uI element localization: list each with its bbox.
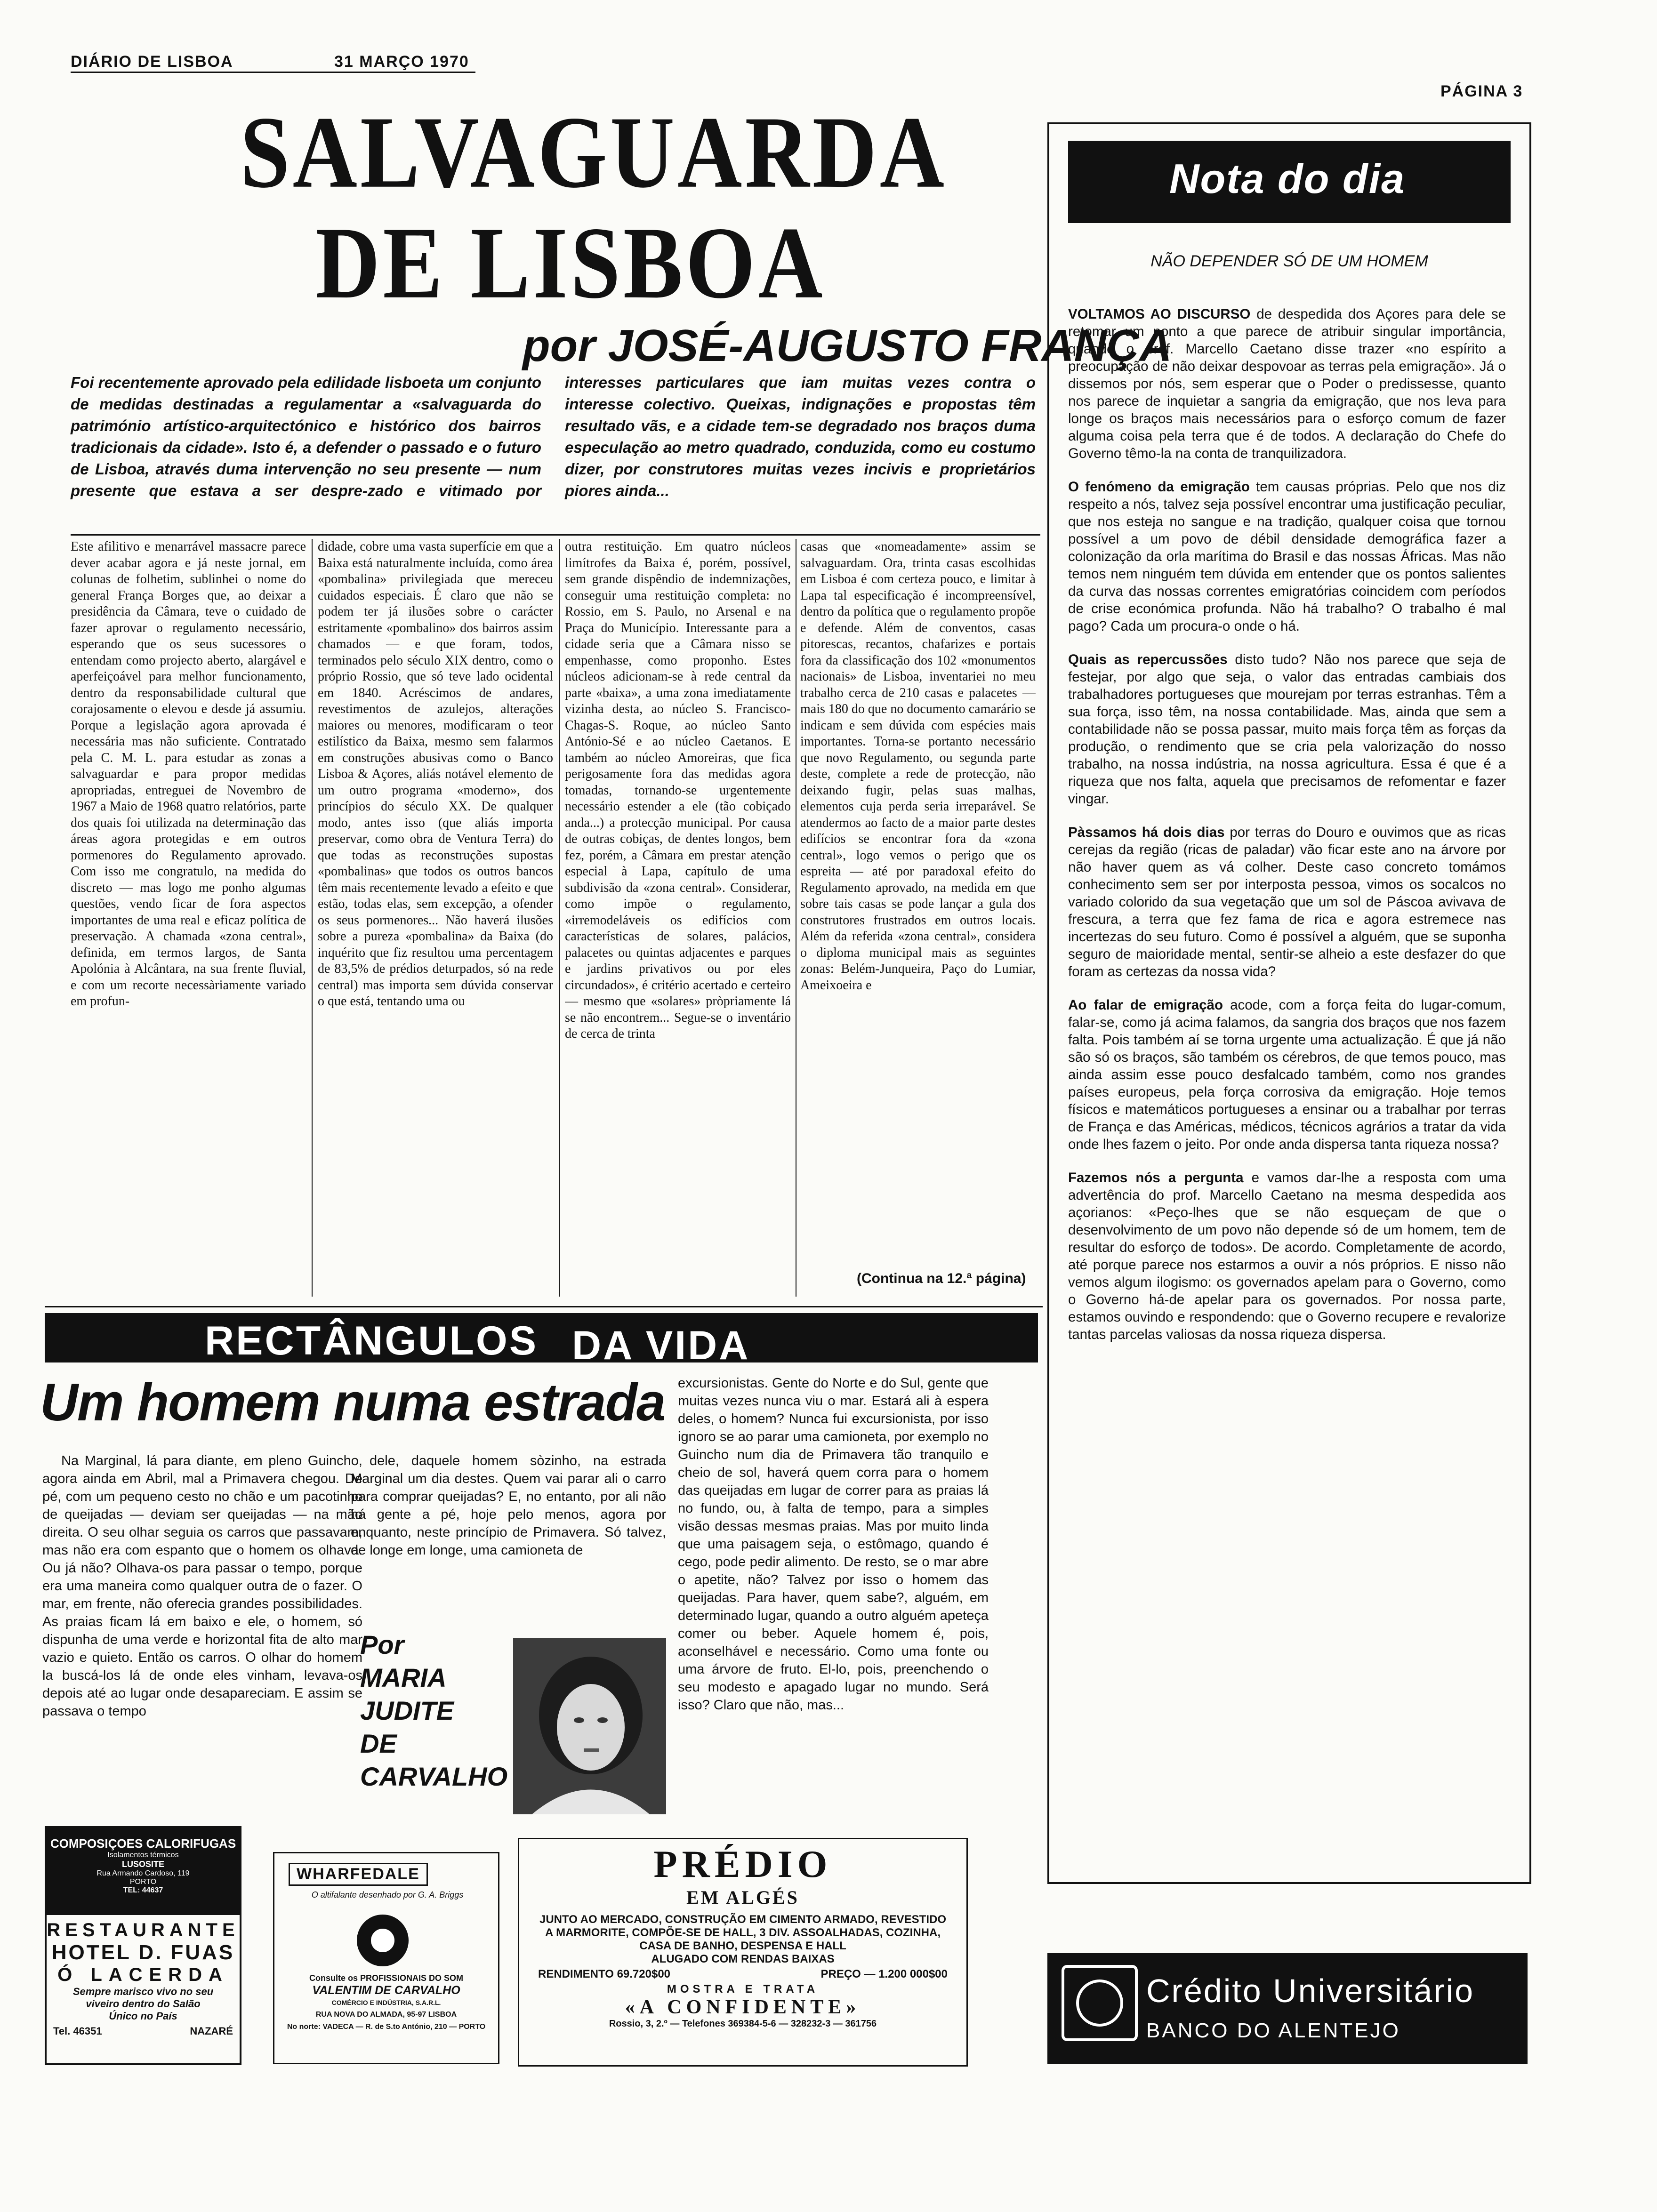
page-number: PÁGINA 3 xyxy=(1440,82,1523,100)
feature-title: Um homem numa estrada xyxy=(40,1373,665,1432)
ad-composicoes: COMPOSIÇOES CALORIFUGAS Isolamentos térmicos LUSOSITE Rua Armando Cardoso, 119 PORTO TEL: 44637 xyxy=(47,1828,240,1915)
nota-paragraph-3: Quais as repercussões disto tudo? Não nos parece que seja de festejar, por algo que seja, o valor das entradas cambiais dos trabalhadores portugueses que mourejam por terras estranhas. Têm a sua força, isso têm, na nossa contabilidade. Mas, ainda que sem a contabilidade não se possa passar, muito mais força têm as forças da produção, o rendimento que se cria pela valorização do nosso trabalho, na nossa indústria, na nossa agricultura. Essa é que é a riqueza que nos falta, aquela que precisamos de refomentar e fazer vingar. xyxy=(1068,652,1506,807)
ad-restaurante: RESTAURANTE HOTEL D. FUAS Ó LACERDA Sempre marisco vivo no seu viveiro dentro do Salão Único no País Tel. 46351 NAZARÉ xyxy=(47,1920,240,2037)
speaker-logo-icon xyxy=(357,1915,409,1966)
feature-column-2: dele, daquele homem sòzinho, na estrada Marginal um dia destes. Quem vai parar ali o carro para comprar queijadas? E, no entanto, por ali não há gente a pé, hoje pelo menos, agora por enquanto, neste princípio de Primavera. Só talvez, de longe em longe, uma camioneta de xyxy=(351,1453,666,1558)
nota-body xyxy=(1068,305,1506,1859)
wharfedale-brand: WHARFEDALE xyxy=(289,1863,428,1886)
nota-paragraph-6: Fazemos nós a pergunta e vamos dar-lhe a resposta com uma advertência do prof. Marcello Caetano na mesma despedida aos açorianos: «Peço-lhes que se não esqueçam de que o desenvolvimento de um povo não depende só de um homem, tem de resultar do esforço de todos». De acordo. Completamente de acordo, até porque parece nos estarmos a ouvir a nós próprios. E nisso não vemos algum ilogismo: os governados apelam para o Governo, como o Governo há-de apelar para os governados. Por nossa parte, estamos ouvindo e respondendo: que o Governo recupere e revalorize tantas parcelas valiosas da nossa riqueza dispersa. xyxy=(1068,1170,1506,1342)
article-column-3: outra restituição. Em quatro núcleos limítrofes da Baixa é, porém, possível, sem grande dispêndio de indemnizações, conseguir uma restituição completa: no Rossio, em S. Paulo, no Arsenal e na Praça do Município. Interessante para a cidade seria que a Câmara nisso se empenhasse, como proponho. Estes núcleos adicionam-se à rede central da parte «baixa», a uma zona imediatamente vizinha desta, ao núcleo S. Francisco-Chagas-S. Roque, ao núcleo Santo António-Sé e ao núcleo Caetanos. E também ao núcleo Amoreiras, que fica perigosamente fora das medidas agora tomadas, tornando-se urgentemente necessário estender a ele (tão cobiçado anda...) a protecção municipal. Por causa de outras cobiças, de dentes longos, bem fez, porém, a Câmara em prestar atenção especial à Lapa, capítulo de uma subdivisão da «zona central». Considerar, como impõe o regulamento, «irremodeláveis os edifícios com características de solares, palácios, palacetes ou quintas adjacentes e parques e jardins privativos ou por eles circundados», é critério acertado e certeiro — mesmo que «solares» pròpriamente lá se não encontrem... Segue-se o inventário de cerca de trinta xyxy=(565,539,791,1041)
ad-predio: PRÉDIO EM ALGÉS JUNTO AO MERCADO, CONSTRUÇÃO EM CIMENTO ARMADO, REVESTIDO A MARMORITE, COMPÕE-SE DE HALL, 3 DIV. ASSOALHADAS, COZINHA, CASA DE BANHO, DESPENSA E HALL ALUGADO COM RENDAS BAIXAS RENDIMENTO 69.720$00 PREÇO — 1.200 000$00 MOSTRA E TRATA «A CONFIDENTE» Rossio, 3, 2.º — Telefones 369384-5-6 — 328232-3 — 361756 xyxy=(518,1838,968,2067)
nota-paragraph-5: Ao falar de emigração acode, com a força feita do lugar-comum, falar-se, como já acima falamos, da sangria dos braços que nos fazem falta. Pois também aí se torna urgente uma actualização. É que já não são só os braços, são também os cérebros, de que temos pouco, mas ainda assim esse pouco desfalcado também, como nos grandes países europeus, pela força corrosiva da emigração. Hoje temos físicos e matemáticos portugueses a ensinar ou a trabalhar por terras de França e das Américas, médicos, técnicos agrários a tratar da vida onde lhes fazem o jeito. Por onde anda dispersa tanta riqueza nossa? xyxy=(1068,997,1506,1152)
article-column-2: didade, cobre uma vasta superfície em que a Baixa está naturalmente incluída, como área «pombalina» privilegiada que mereceu cuidados especiais. É claro que não se podem ter já ilusões sobre o carácter estritamente «pombalino» dos bairros assim chamados — e que foram, todos, terminados pelo século XIX dentro, como o próprio Rossio, que só teve lado ocidental em 1840. Acréscimos de andares, revestimentos de azulejos, alterações maiores ou menores, modificaram o teor estilístico da Baixa, mesmo sem falarmos em construções abusivas como o Banco Lisboa & Açores, aliás notável elemento de um outro programa «moderno», dos princípios do século XX. De qualquer modo, antes isso (que aliás importa preservar, como obra de Ventura Terra) do que todas as reconstruções supostas «pombalinas» que todos os outros bancos têm mais recentemente levado a efeito e que estão, todas elas, sem excepção, a ofender os seus pormenores... Não haverá ilusões sobre a pureza «pombalina» da Baixa (do inquérito que fiz resultou uma percentagem de 83,5% de prédios deturpados, só na rede central) mas importa sem dúvida conservar o que está, tentando uma ou xyxy=(318,539,553,1009)
feature-byline: Por MARIA JUDITE DE CARVALHO xyxy=(360,1630,508,1791)
nota-paragraph-4: Pàssamos há dois dias por terras do Douro e ouvimos que as ricas cerejas da região (ricas de paladar) vão ficar este ano na árvore por não haver quem as vá colher. Deste caso concreto tomámos conhecimento sem ser por interposta pessoa, vimos os socalcos no variado colorido da sua vegetação que um sol de Páscoa avivava de frescura, a terra que fez fama de rica e agora estremece nas incertezas do seu futuro. Como é possível a alguém, que se suponha seguro de maioridade mental, sentir-se alheio a este desfazer do que foram as certezas da nossa vida? xyxy=(1068,825,1506,979)
nota-do-dia-box xyxy=(1047,122,1531,1884)
nota-do-dia-banner xyxy=(1068,141,1511,223)
feature-column-1: Na Marginal, lá para diante, em pleno Guincho, agora ainda em Abril, mal a Primavera chegou. De pé, com um pequeno cesto no chão e um pacotinho de queijadas — deviam ser queijadas — na mão direita. O seu olhar seguia os carros que passavam, mas não era com espanto que o homem os olhava. Ou já não? Olhava-os para passar o tempo, porque era uma maneira como qualquer outra de o fazer. O mar, em frente, não oferecia grandes possibilidades. As praias ficam lá em baixo e ele, o homem, só dispunha de uma verde e horizontal fita de alto mar vazio e quieto. Então os carros. O olhar do homem la buscá-los lá de onde eles vinham, levava-os depois até ao lugar onde desapareciam. E assim se passava o tempo xyxy=(42,1453,362,1719)
nota-do-dia-title: Nota do dia xyxy=(1169,155,1406,202)
nota-subtitle: NÃO DEPENDER SÓ DE UM HOMEM xyxy=(1150,252,1428,270)
ad-composicoes-restaurante xyxy=(45,1826,241,2065)
continued-note: (Continua na 12.ª página) xyxy=(857,1271,1026,1286)
feature-column-3: excursionistas. Gente do Norte e do Sul, gente que muitas vezes nunca viu o mar. Estará ali à espera deles, o homem? Nunca fui excursionista, por isso ignoro se ao parar uma camioneta, por exemplo no Guincho num dia de Primavera tão tranquilo e cheio de sol, haverá quem corra para o homem das queijadas em lugar de correr para as praias lá no fundo, ou, à falta de tempo, para a simples visão dessas mesmas praias. Mas por muito linda que uma paisagem seja, o estômago, quando é cego, pode pedir alimento. De resto, se o mar abre o apetite, não? Talvez por isso o homem das queijadas. Para haver, quem sabe?, alguém, em determinado lugar, quando a outro alguém apeteça comer ou beber. Aquele homem é, pois, aconselhável e necessário. Como uma fonte ou uma árvore de fruto. El-lo, pois, preenchendo o seu modesto e apagado lugar no mundo. Será isso? Claro que não, mas... xyxy=(678,1376,989,1713)
article-column-4: casas que «nomeadamente» assim se salvaguardam. Ora, trinta casas escolhidas em Lisboa é com certeza pouco, e limitar à Lapa tal especificação é incompreensível, dentro da política que o regulamento propõe e defende. Além de conventos, casas pitorescas, recantos, chafarizes e portais fora da classificação dos 102 «monumentos nacionais» de Lisboa, inventariei no meu trabalho cerca de 210 casas e palacetes — mais 180 do que no documento camarário se indicam e sem dúvida com espécies mais importantes. Torna-se portanto necessário que novo Regulamento, ou segunda parte deste, complete a rede de protecção, não deixando fugir, pelas suas malhas, elementos cuja perda seria irreparável. Se atendermos ao facto de a maior parte destes edifícios se encontrar fora da «zona central», logo vemos o perigo que os espreita — até por paradoxal efeito do Regulamento aprovado, na medida em que sobre tais casas se pode lançar a gula dos construtores frustrados em outros locais. Além da referida «zona central», considera o diploma municipal mais as seguintes zonas: Belém-Junqueira, Paço do Lumiar, Ameixoeira e xyxy=(800,539,1036,993)
article-title-line1: SALVAGUARDA xyxy=(240,96,947,209)
article-title-line2: DE LISBOA xyxy=(315,206,826,320)
ad-credito-universitario: Crédito Universitário BANCO DO ALENTEJO xyxy=(1047,1953,1528,2064)
article-column-1: Este afilitivo e menarrável massacre parece dever acabar agora e já neste jornal, em colunas de folhetim, sublinhei o nome do general França Borges que, ao deixar a presidência da Câmara, teve o cuidado de fazer aprovar o regulamento necessário, esperando que os seus sucessores o entendam como projecto aberto, alargável e aperfeiçoável para melhor funcionamento, dentro da responsabilidade cultural que corajosamente o elevou e desde já assumiu. Porque a legislação agora aprovada é necessária mas não suficiente. Contratado pela C. M. L. para estudar as zonas a salvaguardar e para propor medidas apropriadas, entreguei de Novembro de 1967 a Maio de 1968 quatro relatórios, parte dos quais foi utilizada na determinação das áreas agora protegidas e em outros pormenores do Regulamento aprovado. Com isso me congratulo, na medida do discreto — mas logo me ponho algumas questões, vendo ficar de fora aspectos importantes de uma real e eficaz política de preservação. A chamada «zona central», definida, em termos largos, de Santa Apolónia à Alcântara, na sua frente fluvial, e com um recorte necessàriamente variado em profun- xyxy=(71,539,306,1009)
nota-paragraph-2: O fenómeno da emigração tem causas próprias. Pelo que nos diz respeito a nós, talvez seja possível encontrar uma justificação peculiar, que nos esteja no sangue e na tradição, qualquer coisa que tornou possível a um povo de débil densidade demográfica fazer a colonização da orla marítima do Brasil e das nossas Áfricas. Mas não temos nem ninguém tem dúvida em entender que os pontos salientes da curva das nossas correntes emigratórias coincidem com períodos de crise económica profunda. Não há trabalho? O trabalho é mal pago? Cada um procura-o onde o há. xyxy=(1068,479,1506,634)
author-portrait xyxy=(513,1638,666,1814)
article-byline: por JOSÉ-AUGUSTO FRANÇA xyxy=(523,321,1172,371)
feature-banner-part2: DA VIDA xyxy=(572,1323,750,1368)
newspaper-name: DIÁRIO DE LISBOA xyxy=(71,53,233,71)
issue-date: 31 MARÇO 1970 xyxy=(334,53,469,71)
ad-wharfedale: WHARFEDALE O altifalante desenhado por G. A. Briggs Consulte os PROFISSIONAIS DO SOM VALENTIM DE CARVALHO COMÉRCIO E INDÚSTRIA, S.A.R.L. RUA NOVA DO ALMADA, 95-97 LISBOA No norte: VADECA — R. de S.to António, 210 — PORTO xyxy=(273,1852,499,2064)
feature-banner xyxy=(45,1313,1038,1368)
banco-alentejo-logo-icon xyxy=(1062,1965,1138,2041)
feature-banner-part1: RECTÂNGULOS xyxy=(205,1318,539,1363)
article-lead: Foi recentemente aprovado pela edilidade lisboeta um conjunto de medidas destinadas a regulamentar a «salvaguarda do património artístico-arquitectónico e histórico dos bairros tradicionais da cidade». Isto é, a defender o passado e o futuro de Lisboa, através duma intervenção no seu presente — num presente que estava a ser despre-zado e vitimado por interesses particulares que iam muitas vezes contra o interesse colectivo. Queixas, indignações e propostas têm resultado vãs, e a cidade tem-se degradado nos braços duma especulação ao metro quadrado, conduzida, como eu costumo dizer, por construtores muitas vezes incivis e proprietários piores ainda... xyxy=(71,374,1036,499)
nota-paragraph-1: VOLTAMOS AO DISCURSO de despedida dos Açores para dele se retomar um ponto a que parece de atribuir singular importância, quando o prof. Marcello Caetano disse trazer «no espírito a preocupação de não deixar despovoar as terras pela emigração». Já o dissemos por nós, sem esperar que o Poder o predissesse, quanto nos parece de inquietar a sangria da emigração, que nos leva para longe os braços mais necessários para o esforço comum de fazer alguma coisa pela terra que é de todos. A declaração do Chefe do Governo têmo-la na conta de tranquilizadora. xyxy=(1068,306,1506,461)
